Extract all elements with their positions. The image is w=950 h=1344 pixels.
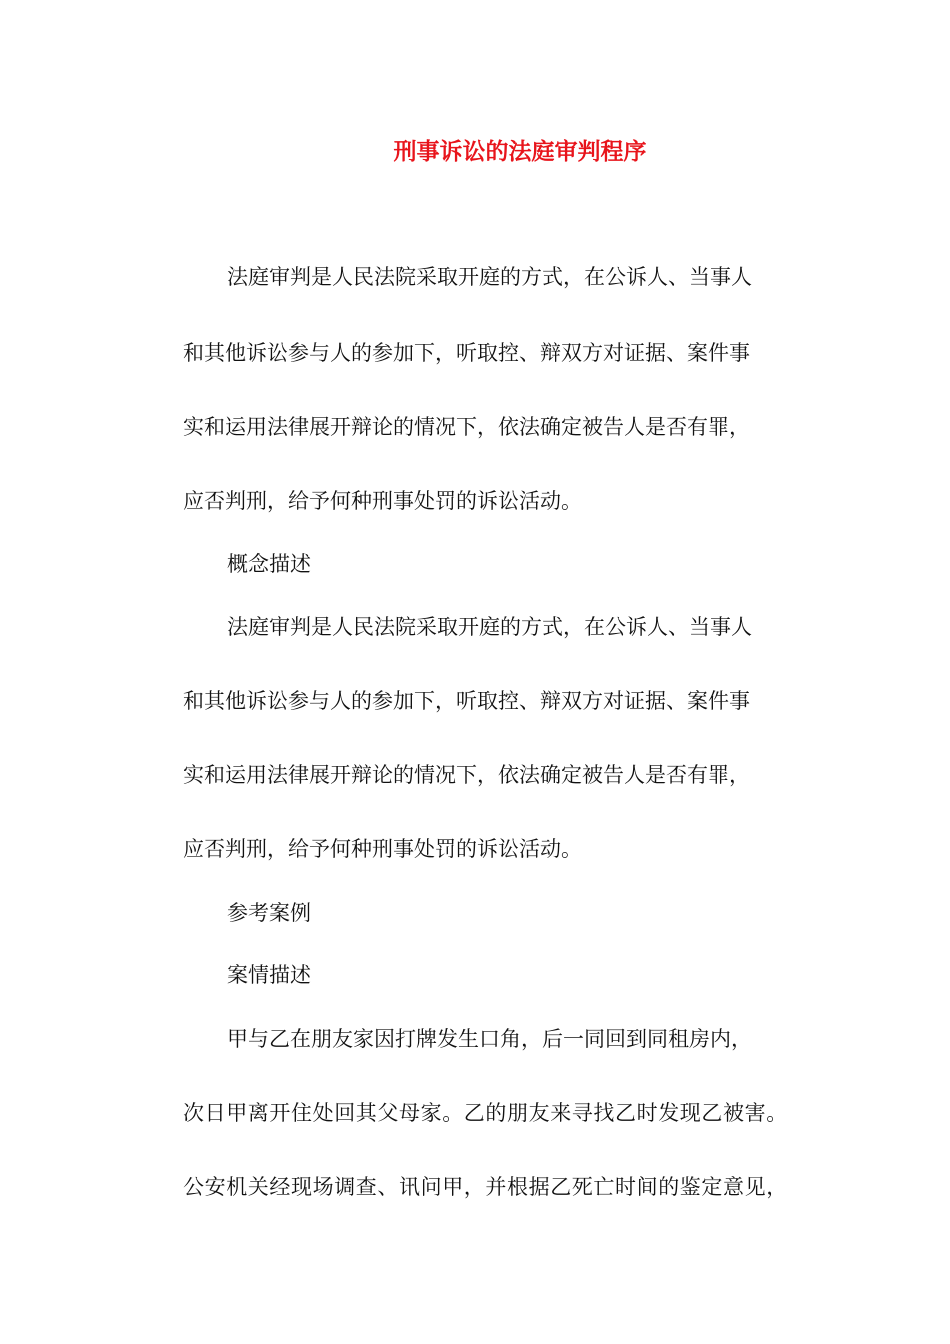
paragraph-line: 公安机关经现场调查、讯问甲，并根据乙死亡时间的鉴定意见， <box>183 1175 788 1199</box>
paragraph-line: 法庭审判是人民法院采取开庭的方式，在公诉人、当事人 <box>227 265 752 289</box>
paragraph-line: 应否判刑，给予何种刑事处罚的诉讼活动。 <box>183 489 582 513</box>
section-heading: 概念描述 <box>227 552 311 576</box>
paragraph-line: 和其他诉讼参与人的参加下，听取控、辩双方对证据、案件事 <box>183 341 750 365</box>
paragraph-line: 法庭审判是人民法院采取开庭的方式，在公诉人、当事人 <box>227 615 752 639</box>
paragraph-line: 实和运用法律展开辩论的情况下，依法确定被告人是否有罪， <box>183 415 750 439</box>
section-heading: 参考案例 <box>227 901 311 925</box>
paragraph-line: 和其他诉讼参与人的参加下，听取控、辩双方对证据、案件事 <box>183 689 750 713</box>
section-heading: 案情描述 <box>227 963 311 987</box>
page-title: 刑事诉讼的法庭审判程序 <box>393 138 647 165</box>
paragraph-line: 次日甲离开住处回其父母家。乙的朋友来寻找乙时发现乙被害。 <box>183 1101 788 1125</box>
paragraph-line: 甲与乙在朋友家因打牌发生口角，后一同回到同租房内， <box>227 1027 752 1051</box>
paragraph-line: 实和运用法律展开辩论的情况下，依法确定被告人是否有罪， <box>183 763 750 787</box>
paragraph-line: 应否判刑，给予何种刑事处罚的诉讼活动。 <box>183 837 582 861</box>
